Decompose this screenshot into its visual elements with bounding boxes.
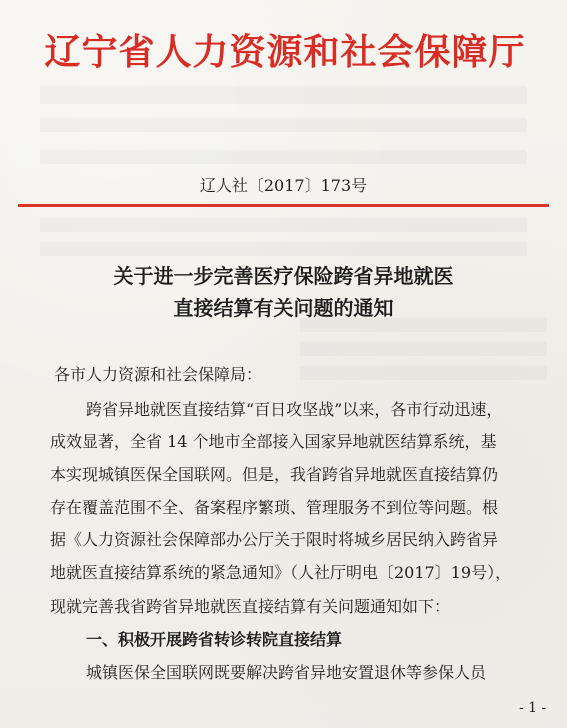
show-through-line xyxy=(300,342,547,356)
show-through-line xyxy=(40,118,527,132)
page-number: - 1 - xyxy=(519,700,547,716)
paragraph-2-first-line: 城镇医保全国联网既要解决跨省异地安置退休等参保人员 xyxy=(86,663,487,682)
show-through-line xyxy=(40,150,527,164)
body-line: 据《人力资源社会保障部办公厅关于限时将城乡居民纳入跨省异 xyxy=(50,530,499,549)
show-through-line xyxy=(300,318,547,332)
show-through-line xyxy=(300,366,547,380)
red-divider-rule xyxy=(18,204,549,207)
notice-title-line-2: 直接结算有关问题的通知 xyxy=(173,296,394,320)
body-line: 地就医直接结算系统的紧急通知》（人社厅明电〔2017〕19号）， xyxy=(50,563,512,582)
document-number: 辽人社〔2017〕173号 xyxy=(199,176,368,195)
body-line: 跨省异地就医直接结算“百日攻坚战”以来，各市行动迅速， xyxy=(86,400,503,419)
body-line: 本实现城镇医保全国联网。但是，我省跨省异地就医直接结算仍 xyxy=(50,465,499,484)
organization-header: 辽宁省人力资源和社会保障厅 xyxy=(44,31,526,73)
body-line: 存在覆盖范围不全、备案程序繁琐、管理服务不到位等问题。根 xyxy=(50,498,499,517)
section-heading: 一、积极开展跨省转诊转院直接结算 xyxy=(86,630,343,649)
notice-title-line-1: 关于进一步完善医疗保险跨省异地就医 xyxy=(113,264,454,288)
recipient-line: 各市人力资源和社会保障局： xyxy=(54,365,263,384)
body-line: 成效显著，全省 14 个地市全部接入国家异地就医结算系统，基 xyxy=(50,432,497,451)
show-through-line xyxy=(40,242,527,256)
show-through-line xyxy=(40,218,527,232)
show-through-line xyxy=(40,86,527,104)
body-line: 现就完善我省跨省异地就医直接结算有关问题通知如下： xyxy=(50,597,451,616)
